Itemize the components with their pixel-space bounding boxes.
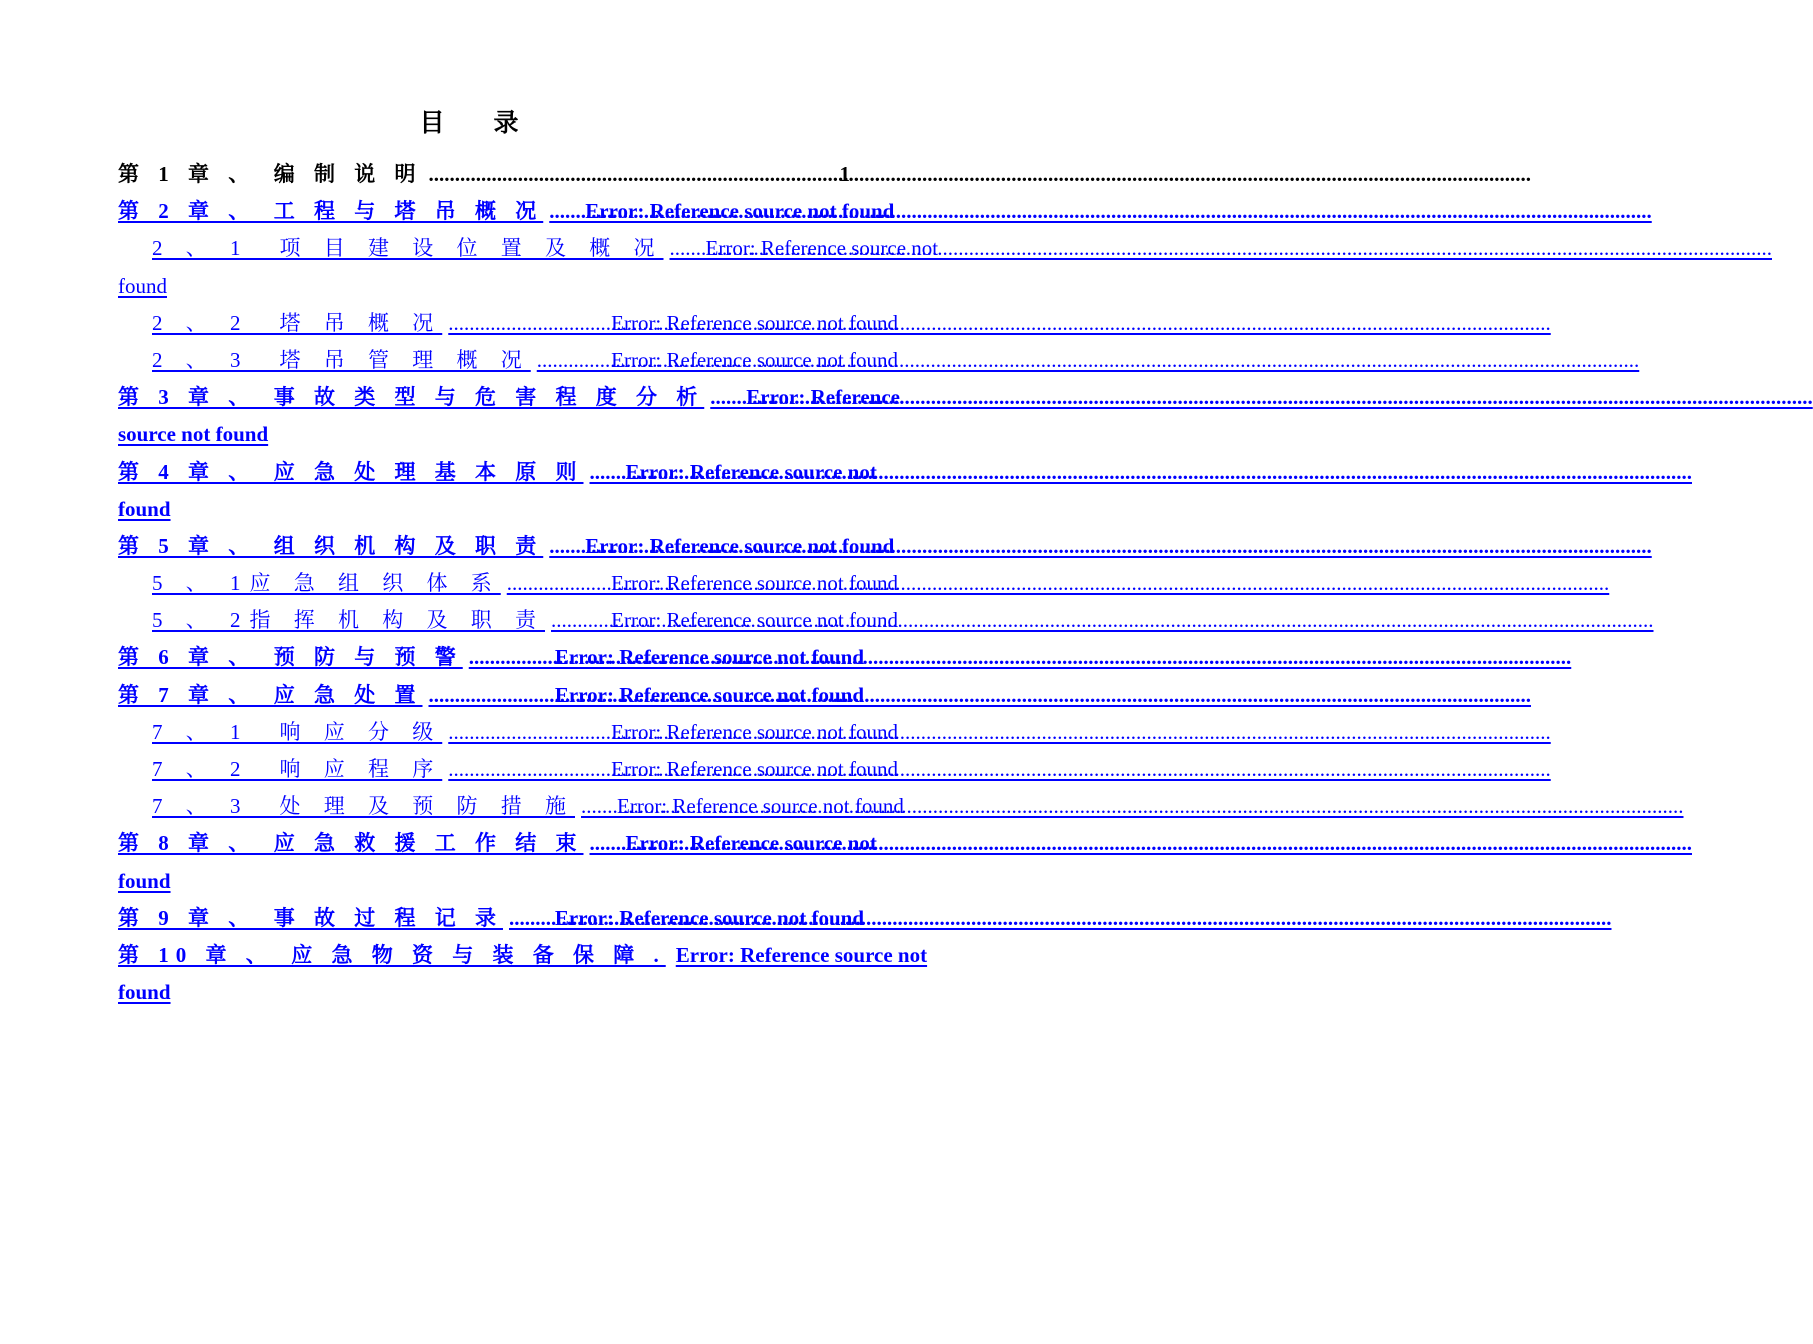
toc-page-reference: Error: Reference source not found bbox=[585, 199, 895, 224]
toc-page-reference: Error: Reference source not found bbox=[554, 682, 864, 707]
toc-entry-section-7-2[interactable] bbox=[118, 751, 898, 788]
toc-page-reference: Error: Reference bbox=[746, 385, 900, 410]
toc-page-reference: Error: Reference source not found bbox=[611, 571, 898, 596]
toc-entry-label: 第 7 章 、 应 急 处 置 bbox=[118, 682, 423, 707]
toc-entry-chapter-9[interactable] bbox=[118, 900, 864, 937]
toc-entry-label: 2 、 2 塔 吊 概 况 bbox=[152, 310, 443, 335]
toc-page-reference: Error: Reference source not found bbox=[611, 757, 898, 781]
toc-dot-leader bbox=[549, 193, 569, 230]
toc-entry-label: 2 、 3 塔 吊 管 理 概 况 bbox=[152, 347, 531, 372]
toc-entry-label: 第 6 章 、 预 防 与 预 警 bbox=[118, 645, 463, 670]
toc-entry-label: 第 4 章 、 应 急 处 理 基 本 原 则 bbox=[118, 459, 584, 484]
toc-entry-section-2-3[interactable] bbox=[118, 342, 898, 379]
toc-page-reference-continued: source not found bbox=[118, 422, 269, 447]
toc-entry-chapter-4[interactable] bbox=[118, 454, 877, 528]
toc-entry-label: 第 3 章 、 事 故 类 型 与 危 害 程 度 分 析 bbox=[118, 385, 705, 410]
toc-page-reference: Error: Reference source not bbox=[625, 459, 877, 484]
toc-dot-leader bbox=[429, 677, 539, 714]
toc-dot-leader bbox=[590, 454, 610, 491]
toc-page-reference: Error: Reference source not found bbox=[611, 608, 898, 633]
page-title: 目 录 bbox=[419, 110, 531, 137]
toc-entry-chapter-8[interactable] bbox=[118, 825, 877, 899]
toc-entry-label: 第 5 章 、 组 织 机 构 及 职 责 bbox=[118, 533, 544, 558]
toc-page-reference: Error: Reference source not found bbox=[554, 645, 864, 670]
toc-page-reference-continued: found bbox=[118, 980, 171, 1005]
toc-dot-leader bbox=[581, 788, 601, 825]
toc-dot-leader bbox=[551, 602, 595, 639]
toc-entry-section-5-2[interactable] bbox=[118, 602, 898, 639]
toc-dot-leader bbox=[670, 230, 690, 267]
toc-entry-label: 第 8 章 、 应 急 救 援 工 作 结 束 bbox=[118, 831, 584, 856]
toc-entry-chapter-1[interactable] bbox=[118, 156, 864, 193]
toc-entry-label: 5 、 2指 挥 机 构 及 职 责 bbox=[152, 608, 545, 633]
toc-dot-leader bbox=[507, 565, 595, 602]
toc-dot-leader bbox=[448, 714, 595, 751]
toc-entry-section-2-2[interactable] bbox=[118, 305, 898, 342]
toc-entry-label: 第 1 章 、 编 制 说 明 bbox=[118, 162, 423, 186]
toc-entry-label: 第 10 章 、 应 急 物 资 与 装 备 保 障 . bbox=[118, 942, 666, 967]
toc-dot-leader bbox=[537, 342, 595, 379]
toc-page-reference: Error: Reference source not found bbox=[554, 905, 864, 930]
toc-page-reference: Error: Reference source not bbox=[675, 942, 928, 967]
toc-page-reference: Error: Reference source not found bbox=[611, 310, 898, 335]
toc-dot-leader bbox=[448, 305, 595, 342]
toc-dot-leader bbox=[429, 156, 824, 193]
toc-entry-label: 第 9 章 、 事 故 过 程 记 录 bbox=[118, 905, 503, 930]
toc-dot-leader bbox=[549, 528, 569, 565]
toc-page-reference: Error: Reference source not bbox=[625, 831, 877, 856]
toc-entry-label: 第 2 章 、 工 程 与 塔 吊 概 况 bbox=[118, 199, 544, 224]
toc-page-reference: Error: Reference source not bbox=[705, 236, 939, 261]
toc-page-reference-continued: found bbox=[118, 496, 171, 521]
toc-dot-leader bbox=[590, 825, 610, 862]
toc-entry-label: 5 、 1应 急 组 织 体 系 bbox=[152, 571, 501, 596]
table-of-contents bbox=[118, 156, 939, 1011]
toc-page-reference: Error: Reference source not found bbox=[611, 719, 898, 744]
toc-entry-label: 2 、 1 项 目 建 设 位 置 及 概 况 bbox=[152, 236, 664, 261]
toc-page-reference: Error: Reference source not found bbox=[585, 533, 895, 558]
toc-entry-chapter-6[interactable] bbox=[118, 639, 864, 676]
toc-page-reference-continued: found bbox=[118, 868, 171, 893]
toc-dot-leader bbox=[509, 900, 539, 937]
toc-entry-section-5-1[interactable] bbox=[118, 565, 898, 602]
toc-entry-chapter-2[interactable] bbox=[118, 193, 895, 230]
toc-entry-label: 7 、 2 响 应 程 序 bbox=[152, 757, 443, 781]
toc-dot-leader bbox=[710, 379, 730, 416]
toc-page-reference: Error: Reference source not found bbox=[617, 794, 904, 819]
toc-dot-leader bbox=[469, 639, 539, 676]
toc-entry-chapter-10[interactable] bbox=[118, 937, 928, 1011]
toc-entry-label: 7 、 1 响 应 分 级 bbox=[152, 719, 443, 744]
toc-entry-chapter-5[interactable] bbox=[118, 528, 895, 565]
toc-entry-section-2-1[interactable] bbox=[118, 230, 939, 304]
toc-dot-leader bbox=[448, 751, 595, 788]
toc-entry-chapter-3[interactable] bbox=[118, 379, 900, 453]
toc-entry-section-7-1[interactable] bbox=[118, 714, 898, 751]
toc-page-reference-continued: found bbox=[118, 273, 167, 298]
toc-page-number: 1 bbox=[839, 162, 850, 186]
toc-entry-label: 7 、 3 处 理 及 预 防 措 施 bbox=[152, 794, 575, 819]
toc-entry-section-7-3[interactable] bbox=[118, 788, 904, 825]
toc-page-reference: Error: Reference source not found bbox=[611, 347, 898, 372]
toc-entry-chapter-7[interactable] bbox=[118, 677, 864, 714]
